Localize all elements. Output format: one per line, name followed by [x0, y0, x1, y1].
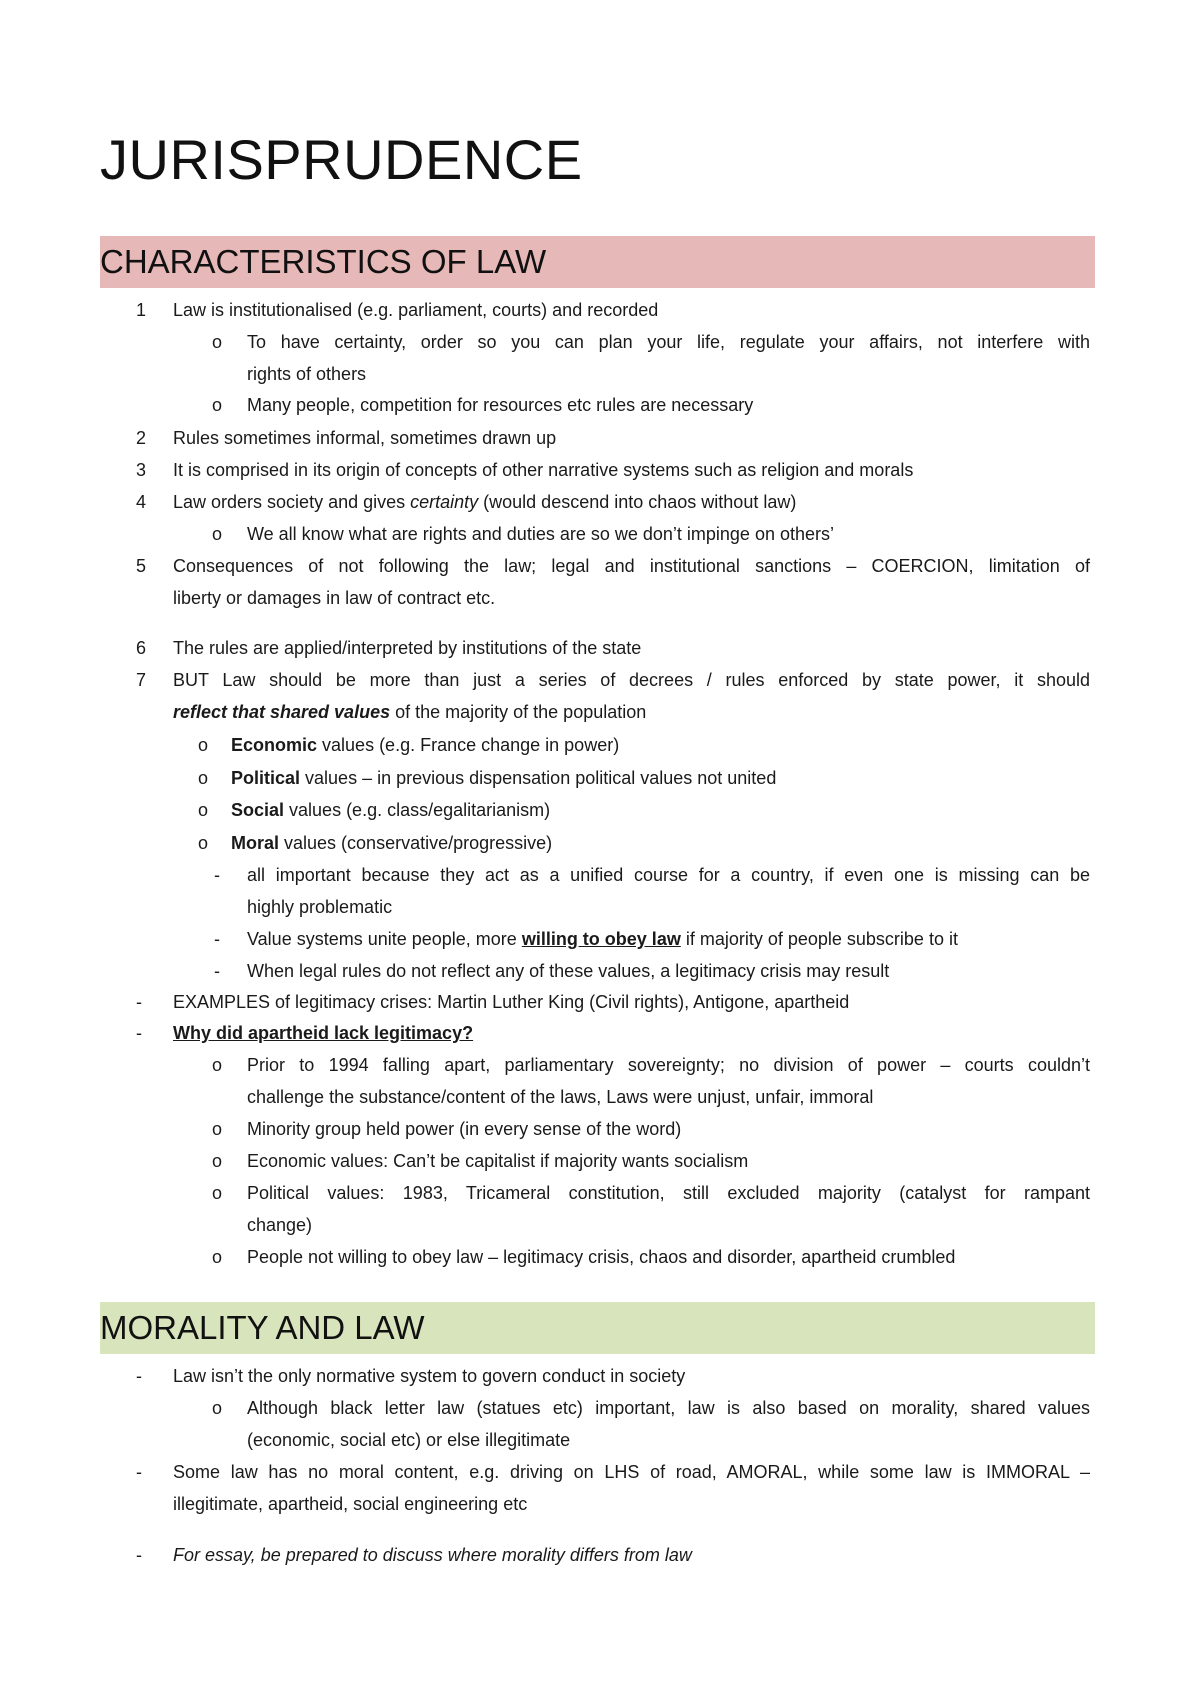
list-item-continued: illegitimate, apartheid, social engineering etc — [173, 1494, 528, 1514]
list-item: Political values: 1983, Tricameral constitution, still excluded majority (catalyst for rampant — [247, 1183, 1090, 1203]
list-item-continued: highly problematic — [247, 897, 393, 917]
list-item: To have certainty, order so you can plan your life, regulate your affairs, not interfere with — [247, 332, 1090, 352]
list-item: When legal rules do not reflect any of these values, a legitimacy crisis may result — [247, 961, 890, 981]
bullet-marker: o — [198, 800, 209, 820]
list-item: Prior to 1994 falling apart, parliamentary sovereignty; no division of power – courts couldn’t — [247, 1055, 1090, 1075]
list-number: 3 — [136, 460, 147, 480]
dash-marker: - — [136, 1023, 142, 1043]
list-item-heading: Why did apartheid lack legitimacy? — [173, 1023, 474, 1043]
bullet-marker: o — [212, 332, 223, 352]
list-item: BUT Law should be more than just a series of decrees / rules enforced by state power, it should — [173, 670, 1090, 690]
list-item-continued: (economic, social etc) or else illegitimate — [247, 1430, 571, 1450]
dash-marker: - — [136, 1462, 142, 1482]
bullet-marker: o — [198, 768, 209, 788]
list-item: Many people, competition for resources etc rules are necessary — [247, 395, 754, 415]
section-heading-bar-characteristics — [100, 236, 1095, 288]
list-item-continued: change) — [247, 1215, 313, 1235]
dash-marker: - — [214, 961, 220, 981]
bullet-marker: o — [212, 1247, 223, 1267]
list-number: 1 — [136, 300, 147, 320]
list-number: 6 — [136, 638, 147, 658]
bullet-marker: o — [212, 524, 223, 544]
list-item: Moral values (conservative/progressive) — [231, 833, 553, 853]
list-item: We all know what are rights and duties are so we don’t impinge on others’ — [247, 524, 834, 544]
list-item: Social values (e.g. class/egalitarianism) — [231, 800, 551, 820]
list-item-note: For essay, be prepared to discuss where morality differs from law — [173, 1545, 692, 1565]
list-item: Value systems unite people, more willing to obey law if majority of people subscribe to it — [247, 929, 958, 949]
emphasis-certainty: certainty — [410, 492, 479, 512]
list-item: It is comprised in its origin of concepts of other narrative systems such as religion and morals — [173, 460, 914, 480]
list-item: all important because they act as a unified course for a country, if even one is missing can be — [247, 865, 1090, 885]
list-item: Economic values (e.g. France change in power) — [231, 735, 620, 755]
bullet-marker: o — [212, 1151, 223, 1171]
list-item: EXAMPLES of legitimacy crises: Martin Luther King (Civil rights), Antigone, apartheid — [173, 992, 850, 1012]
dash-marker: - — [214, 865, 220, 885]
emphasis-shared-values: reflect that shared values — [173, 702, 391, 722]
dash-marker: - — [136, 1366, 142, 1386]
dash-marker: - — [136, 1545, 142, 1565]
list-item: Some law has no moral content, e.g. driving on LHS of road, AMORAL, while some law is IMMORAL – — [173, 1462, 1090, 1482]
emphasis-willing-to-obey-law: willing to obey law — [521, 929, 681, 949]
list-item: Law is institutionalised (e.g. parliament, courts) and recorded — [173, 300, 659, 320]
bullet-marker: o — [212, 1398, 223, 1418]
list-item: The rules are applied/interpreted by institutions of the state — [173, 638, 642, 658]
list-item: People not willing to obey law – legitimacy crisis, chaos and disorder, apartheid crumbled — [247, 1247, 956, 1267]
bullet-marker: o — [198, 735, 209, 755]
list-number: 5 — [136, 556, 147, 576]
section-heading-characteristics: CHARACTERISTICS OF LAW — [100, 243, 547, 280]
dash-marker: - — [214, 929, 220, 949]
bullet-marker: o — [212, 395, 223, 415]
section-heading-bar-morality — [100, 1302, 1095, 1354]
page-title: JURISPRUDENCE — [100, 128, 583, 191]
section-heading-morality: MORALITY AND LAW — [100, 1309, 425, 1346]
list-item: Law orders society and gives certainty (would descend into chaos without law) — [173, 492, 797, 512]
dash-marker: - — [136, 992, 142, 1012]
list-item-continued: reflect that shared values of the majority of the population — [173, 702, 647, 722]
bullet-marker: o — [212, 1119, 223, 1139]
list-item-continued: rights of others — [247, 364, 367, 384]
list-item: Minority group held power (in every sense of the word) — [247, 1119, 682, 1139]
bullet-marker: o — [212, 1055, 223, 1075]
list-number: 4 — [136, 492, 147, 512]
list-item: Political values – in previous dispensation political values not united — [231, 768, 777, 788]
bullet-marker: o — [198, 833, 209, 853]
list-item: Although black letter law (statues etc) important, law is also based on morality, shared values — [247, 1398, 1090, 1418]
list-item: Economic values: Can’t be capitalist if majority wants socialism — [247, 1151, 749, 1171]
bullet-marker: o — [212, 1183, 223, 1203]
list-number: 7 — [136, 670, 147, 690]
list-item-continued: liberty or damages in law of contract etc. — [173, 588, 496, 608]
list-item: Consequences of not following the law; legal and institutional sanctions – COERCION, limitation of — [173, 556, 1090, 576]
list-item: Law isn’t the only normative system to govern conduct in society — [173, 1366, 686, 1386]
list-item: Rules sometimes informal, sometimes drawn up — [173, 428, 557, 448]
list-number: 2 — [136, 428, 147, 448]
list-item-continued: challenge the substance/content of the laws, Laws were unjust, unfair, immoral — [247, 1087, 874, 1107]
